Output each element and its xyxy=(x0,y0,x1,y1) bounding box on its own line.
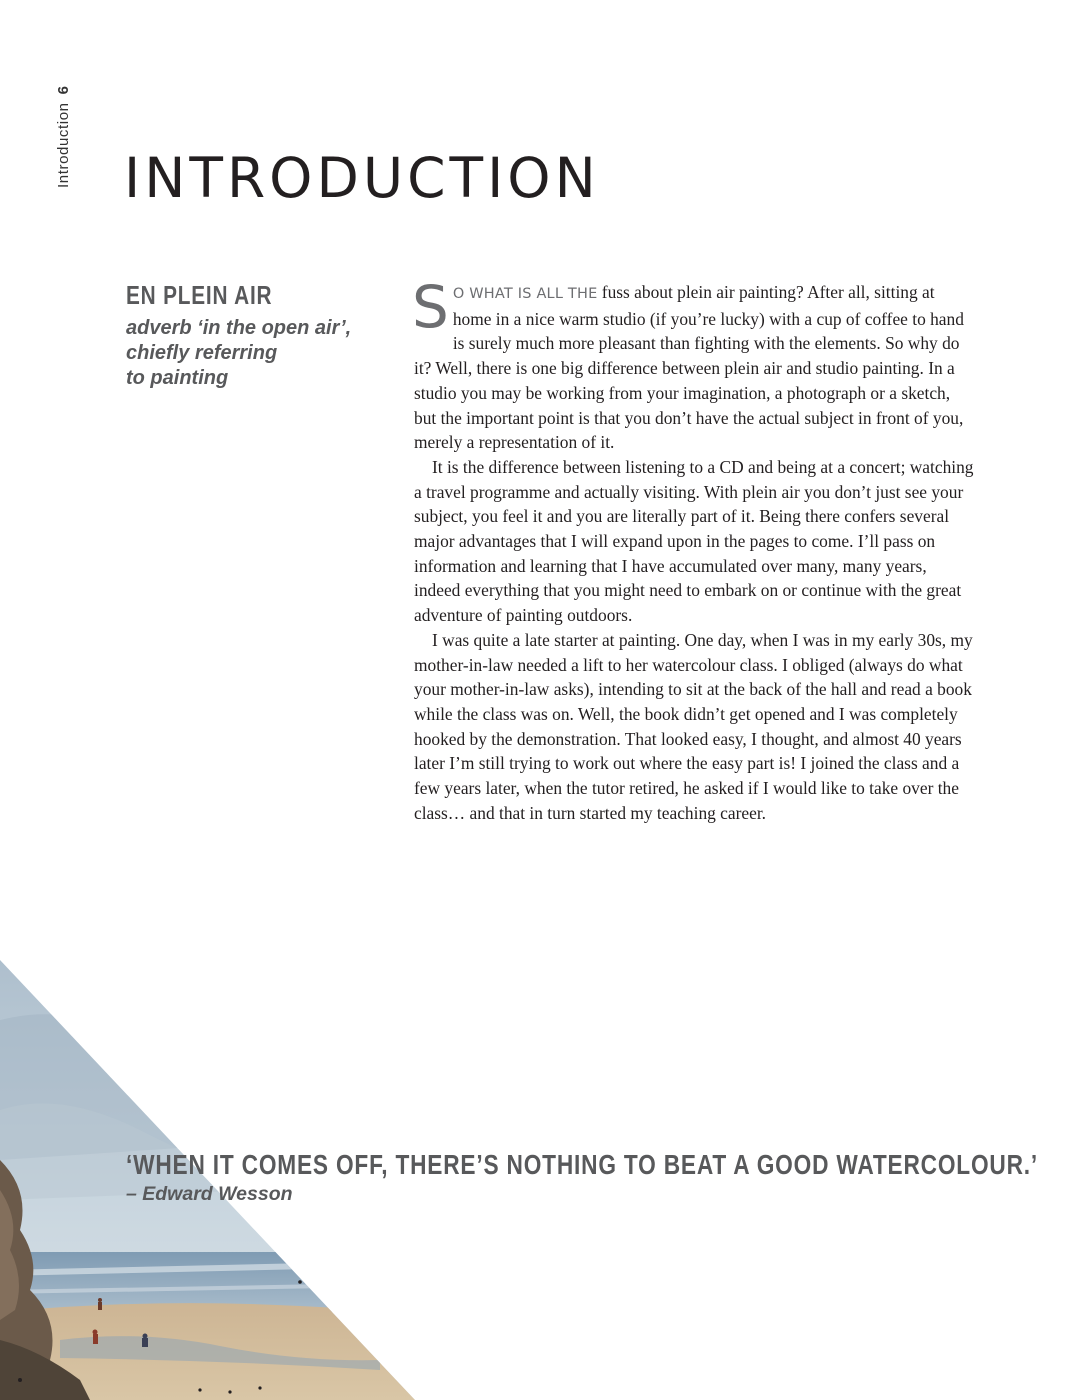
quote-text: ‘WHEN IT COMES OFF, THERE’S NOTHING TO BEAT A GOOD WATERCOLOUR.’ xyxy=(126,1149,1038,1180)
definition-sidebar xyxy=(126,278,386,391)
definition-line: adverb ‘in the open air’, xyxy=(126,317,352,339)
paragraph-text: fuss about plein air painting? After all, sitting at home in a nice warm studio (if you’re lucky) with a cup of coffee to hand is surely much more pleasant than fighting with the elements. So why do it? Well, there is one big difference between plein air and studio painting. In a studio you may be working from your imagination, a photograph or a sketch, but the important point is that you don’t have the actual subject in front of you, merely a representation of it. xyxy=(414,282,964,453)
running-head xyxy=(54,85,74,188)
page-number: 6 xyxy=(55,85,72,95)
definition-line: chiefly referring xyxy=(126,342,278,364)
pull-quote xyxy=(126,1148,1038,1206)
body-text xyxy=(412,273,974,825)
body-paragraph xyxy=(412,273,974,455)
quote-author: – Edward Wesson xyxy=(126,1183,293,1205)
body-paragraph: I was quite a late starter at painting. One day, when I was in my early 30s, my mother-in-law needed a lift to her watercolour class. I obliged (always do what your mother-in-law asks), intending to sit at the back of the hall and read a book while the class was on. Well, the book didn’t get opened and I was completely hooked by the demonstration. That looked easy, I thought, and almost 40 years later I’m still trying to work out where the easy part is! I joined the class and a few years later, when the tutor retired, he asked if I would like to take over the class… and that in turn started my teaching career. xyxy=(414,629,973,823)
sidebar-heading: EN PLEIN AIR xyxy=(126,280,273,310)
sidebar-definition xyxy=(126,316,386,391)
page-title: INTRODUCTION xyxy=(124,146,600,210)
body-paragraph: It is the difference between listening to a CD and being at a concert; watching a travel programme and actually visiting. With plein air you don’t just see your subject, you feel it and you are literally part of it. Being there confers several major advantages that I will expand upon in the pages to come. I’ll pass on information and learning that I have accumulated over many, many years, indeed everything that you might need to embark on or continue with the great adventure of painting outdoors. xyxy=(414,456,974,626)
lead-in-caps: O WHAT IS ALL THE xyxy=(452,286,598,302)
drop-cap: S xyxy=(412,273,449,341)
definition-line: to painting xyxy=(126,367,229,389)
running-head-section: Introduction xyxy=(55,102,72,188)
